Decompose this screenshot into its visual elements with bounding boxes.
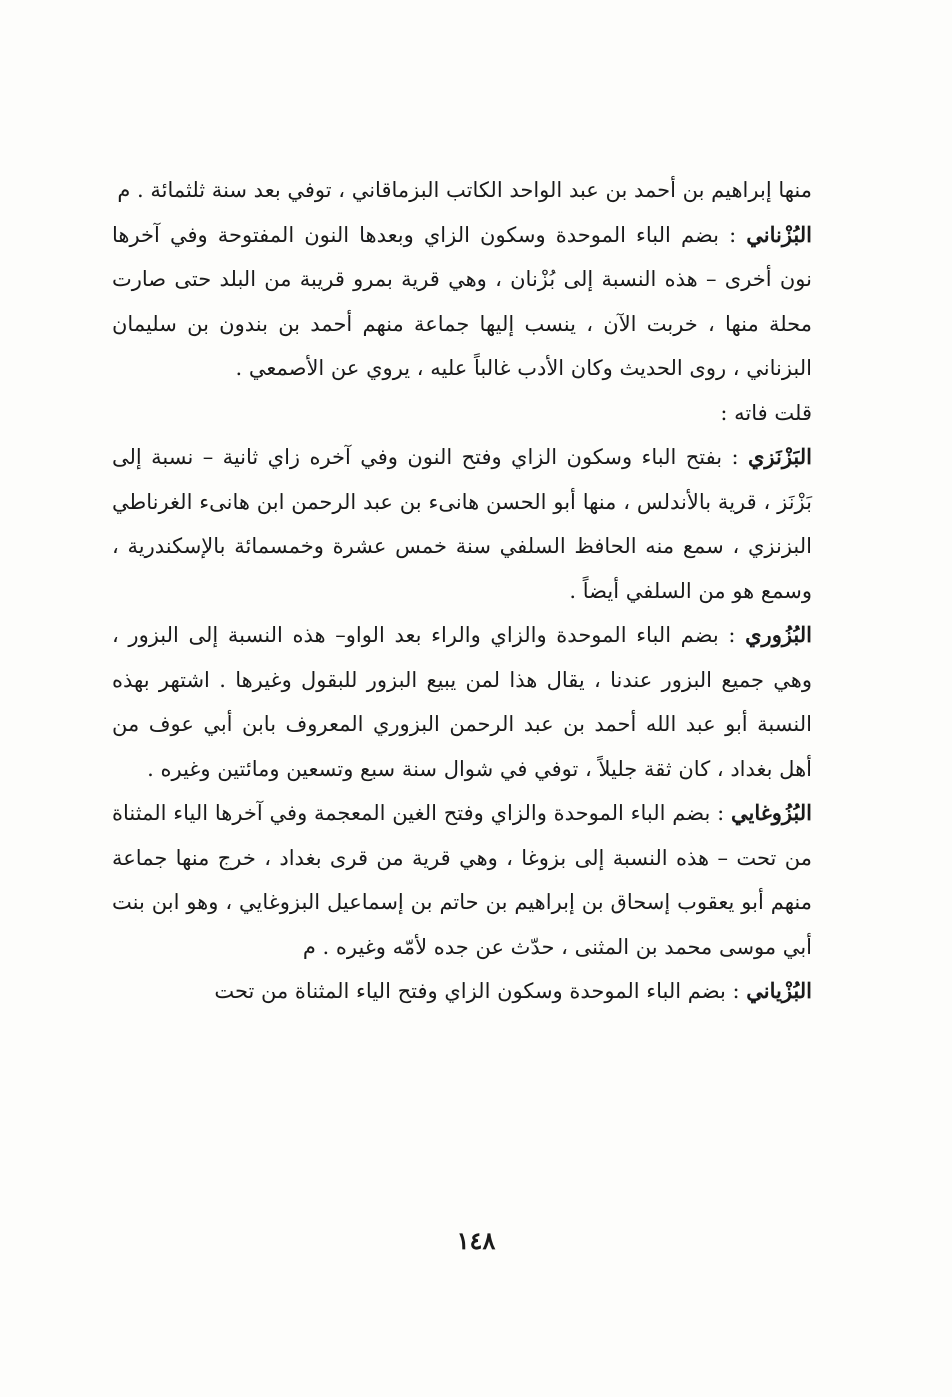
paragraph-text: قلت فاته : xyxy=(720,400,812,425)
paragraph-7 xyxy=(112,969,812,1014)
paragraph-2 xyxy=(112,213,812,391)
paragraph-6 xyxy=(112,791,812,969)
paragraph-5 xyxy=(112,613,812,791)
paragraph-text: : بضم الباء الموحدة والزاي وفتح الغين المعجمة وفي آخرها الياء المثناة من تحت – هذه النسبة إلى بزوغا ، وهي قرية من قرى بغداد ، خرج منها جماعة منهم أبو يعقوب إسحاق بن إبراهيم بن حاتم بن إسماعيل البزوغايي ، وهو ابن بنت أبي موسى محمد بن المثنى ، حدّث عن جده لأمّه وغيره . م xyxy=(112,801,812,959)
paragraph-text: منها إبراهيم بن أحمد بن عبد الواحد الكاتب البزماقاني ، توفي بعد سنة ثلثمائة . م xyxy=(117,178,812,202)
entry-heading: البَزْنَزي xyxy=(747,444,812,469)
paragraph-1 xyxy=(112,168,812,213)
paragraph-text: : بضم الباء الموحدة والزاي والراء بعد الواو– هذه النسبة إلى البزور ، وهي جميع البزور عندنا ، يقال هذا لمن يبيع البزور للبقول وغيرها . اشتهر بهذه النسبة أبو عبد الله أحمد بن عبد الرحمن البزوري المعروف بابن أبي عوف من أهل بغداد ، كان ثقة جليلاً ، توفي في شوال سنة سبع وتسعين ومائتين وغيره . xyxy=(112,623,812,781)
entry-heading: البُزُوري xyxy=(745,622,812,647)
entry-heading: البُزُوغايي xyxy=(730,800,812,825)
entry-heading: البُزْياني xyxy=(746,978,812,1003)
paragraph-text: : بضم الباء الموحدة وسكون الزاي وفتح الياء المثناة من تحت xyxy=(214,979,747,1003)
paragraph-text: : بضم الباء الموحدة وسكون الزاي وبعدها النون المفتوحة وفي آخرها نون أخرى – هذه النسبة إلى بُزْنان ، وهي قرية بمرو قريبة من البلد حتى صارت محلة منها ، خربت الآن ، ينسب إليها جماعة منهم أحمد بن بندون بن سليمان البزناني ، روى الحديث وكان الأدب غالباً عليه ، يروي عن الأصمعي . xyxy=(112,222,812,380)
paragraph-3 xyxy=(112,391,812,436)
paragraph-4 xyxy=(112,435,812,613)
paragraph-text: : بفتح الباء وسكون الزاي وفتح النون وفي آخره زاي ثانية – نسبة إلى بَزْنَز ، قرية بالأندلس ، منها أبو الحسن هانىء بن عبد الرحمن ابن هانىء الغرناطي البزنزي ، سمع منه الحافظ السلفي سنة خمس عشرة وخمسمائة بالإسكندرية ، وسمع هو من السلفي أيضاً . xyxy=(112,445,812,603)
text-body xyxy=(112,168,812,1014)
page-number: ١٤٨ xyxy=(456,1226,496,1255)
entry-heading: البُزْناني xyxy=(746,221,812,247)
